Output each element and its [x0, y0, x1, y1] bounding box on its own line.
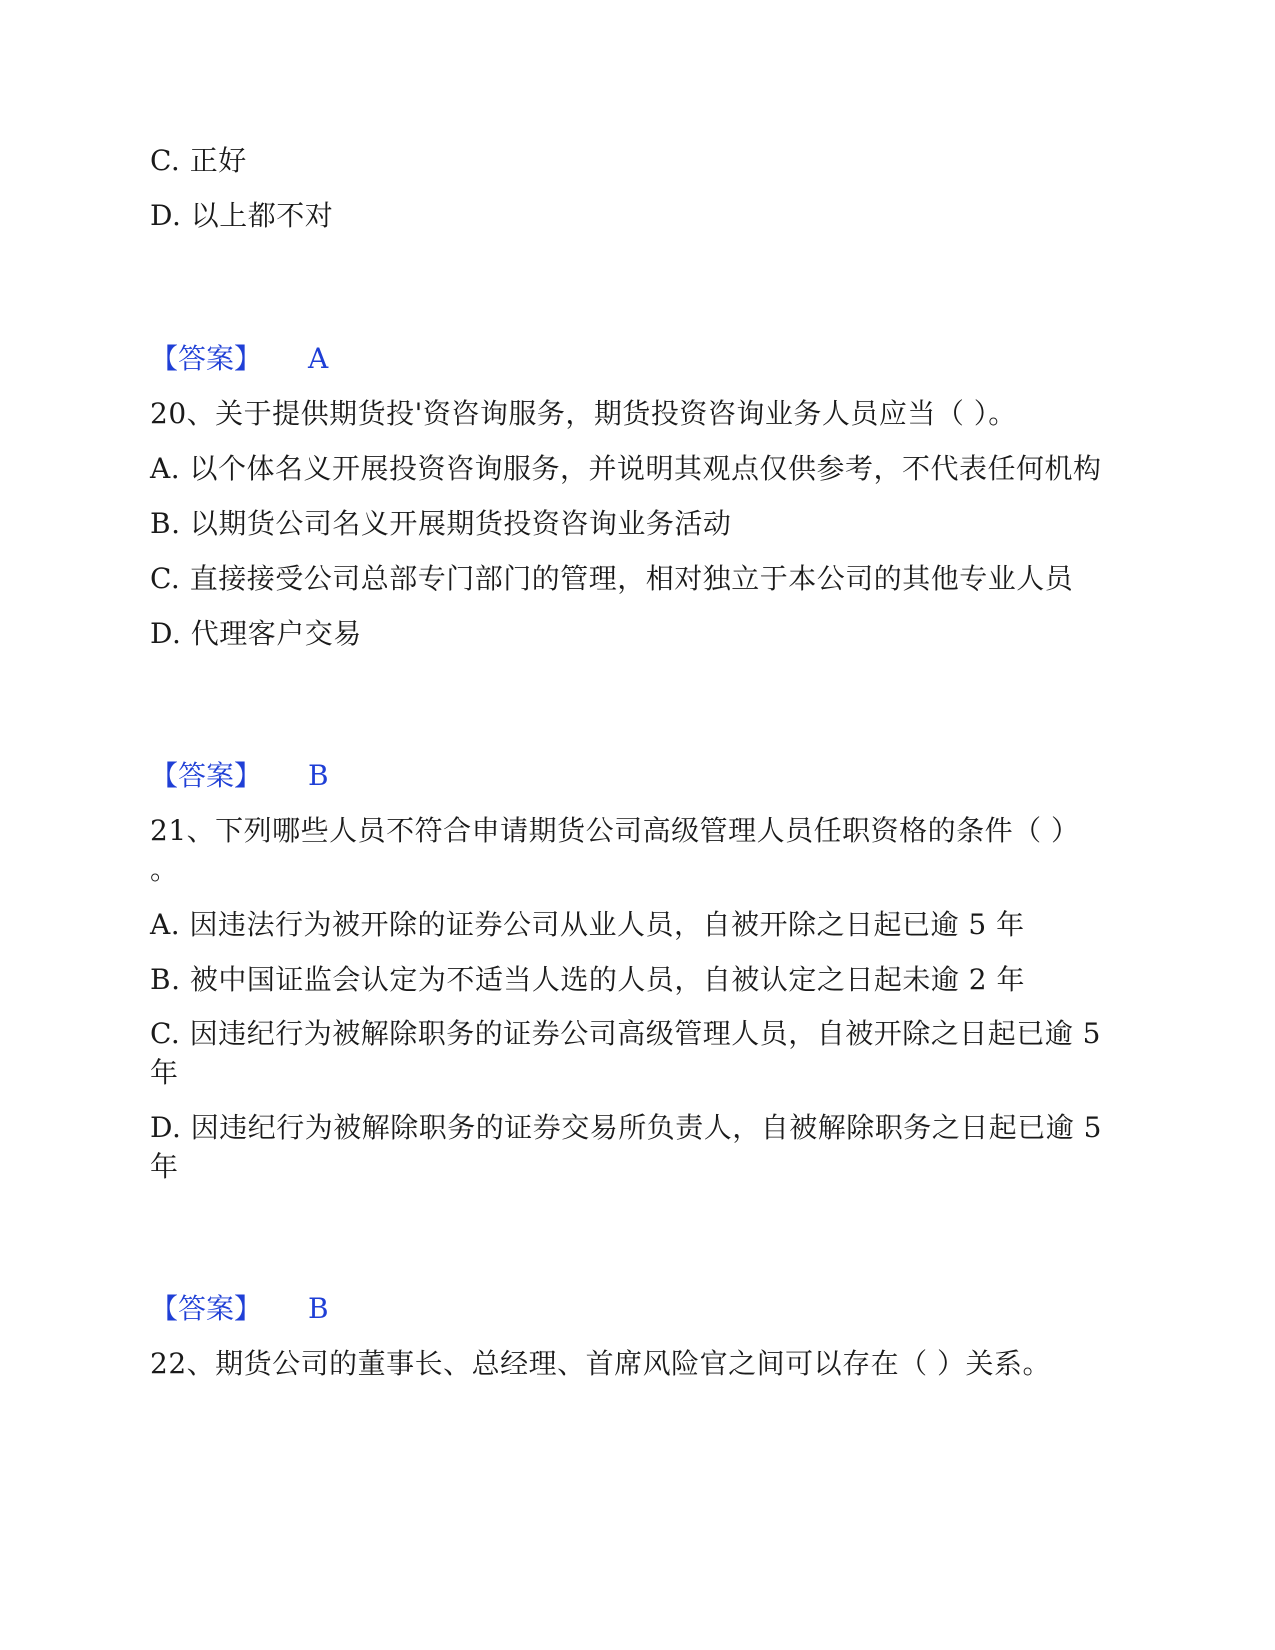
answer-value: A [308, 342, 329, 375]
q21-stem: 21、下列哪些人员不符合申请期货公司高级管理人员任职资格的条件（ ） [150, 814, 1080, 847]
q19-answer [150, 342, 550, 376]
q21-option-d: D. 因违纪行为被解除职务的证券交易所负责人，自被解除职务之日起已逾 5 [150, 1111, 1102, 1144]
q21-option-c: C. 因违纪行为被解除职务的证券公司高级管理人员，自被开除之日起已逾 5 [150, 1017, 1101, 1050]
q21-answer [150, 1292, 550, 1326]
q21-option-d-continued: 年 [150, 1150, 179, 1183]
q20-option-c: C. 直接接受公司总部专门部门的管理，相对独立于本公司的其他专业人员 [150, 562, 1074, 595]
q20-option-a: A. 以个体名义开展投资咨询服务，并说明其观点仅供参考，不代表任何机构 [150, 452, 1102, 485]
q22-stem: 22、期货公司的董事长、总经理、首席风险官之间可以存在（ ）关系。 [150, 1347, 1052, 1380]
answer-label: 【答案】 [150, 759, 263, 792]
answer-label: 【答案】 [150, 342, 263, 375]
q19-option-d: D. 以上都不对 [150, 199, 334, 232]
q19-option-c: C. 正好 [150, 144, 247, 177]
q20-option-b: B. 以期货公司名义开展期货投资咨询业务活动 [150, 507, 732, 540]
q21-option-b: B. 被中国证监会认定为不适当人选的人员，自被认定之日起未逾 2 年 [150, 963, 1025, 996]
answer-value: B [308, 1292, 329, 1325]
answer-value: B [308, 759, 329, 792]
q20-option-d: D. 代理客户交易 [150, 617, 362, 650]
q21-option-c-continued: 年 [150, 1056, 179, 1089]
answer-label: 【答案】 [150, 1292, 263, 1325]
q21-option-a: A. 因违法行为被开除的证券公司从业人员，自被开除之日起已逾 5 年 [150, 908, 1025, 941]
q20-answer [150, 759, 550, 793]
q21-stem-continued: 。 [150, 853, 179, 886]
q20-stem: 20、关于提供期货投'资咨询服务，期货投资咨询业务人员应当（ ）。 [150, 397, 1017, 430]
